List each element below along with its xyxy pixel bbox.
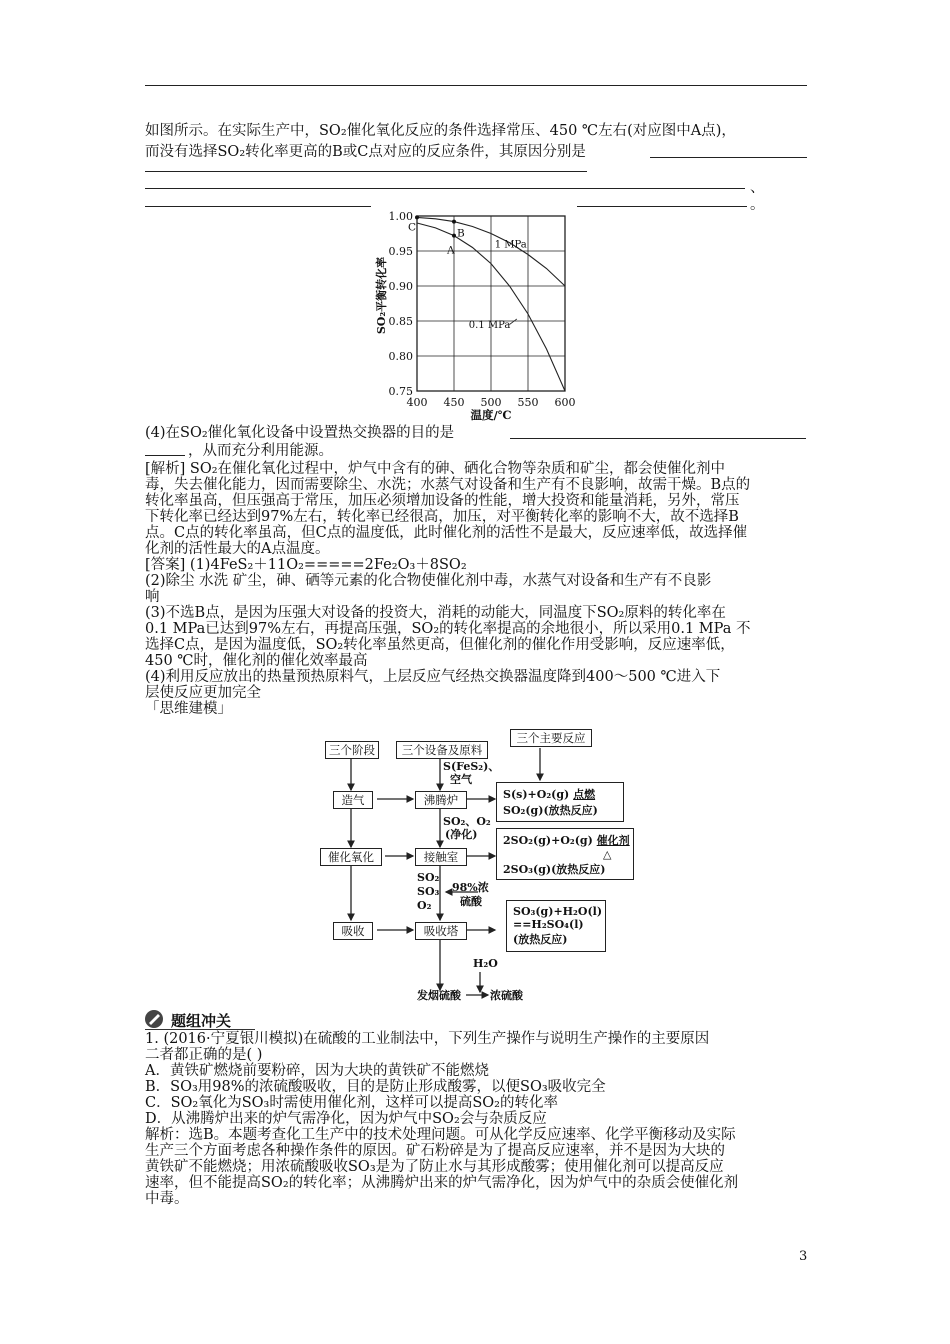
stage-box-catalytic-oxidation: 催化氧化: [320, 848, 382, 866]
device-box-contact-chamber: 接触室: [415, 848, 467, 866]
reaction-2-right: 2SO₃(g)(放热反应): [503, 862, 606, 876]
acid-label: 98%浓: [452, 881, 489, 894]
option-c: C．SO₂氧化为SO₃时需使用催化剂，这样可以提高SO₂的转化率: [145, 1095, 558, 1111]
y-tick-label: 0.90: [388, 280, 413, 293]
acid-label: 硫酸: [460, 895, 482, 908]
reaction-2-condition: 催化剂: [596, 833, 630, 847]
pencil-icon: [145, 1009, 167, 1029]
analysis-line: 点。C点的转化率虽高，但C点的温度低，此时催化剂的活性不是最大，反应速率低，故选择催: [145, 525, 748, 541]
question-4: (4)在SO₂催化氧化设备中设置热交换器的目的是: [145, 425, 455, 441]
question-4-tail: ，从而充分利用能源。: [188, 443, 333, 459]
x-tick-label: 500: [480, 396, 502, 409]
process-flow-diagram: [300, 720, 640, 1010]
answer-blank[interactable]: [577, 206, 747, 207]
reaction-3-line-1: SO₃(g)+H₂O(l): [513, 905, 603, 918]
analysis-line: 化剂的活性最大的A点温度。: [145, 541, 330, 557]
solution-line: 黄铁矿不能燃烧；用浓硫酸吸收SO₃是为了防止水与其形成酸雾；使用催化剂可以提高反应: [145, 1159, 724, 1175]
feed-label: S(FeS₂)、: [443, 760, 500, 773]
x-tick-label: 450: [443, 396, 465, 409]
page-number: 3: [799, 1249, 808, 1264]
solution-line: 生产三个方面考虑各种操作条件的原因。矿石粉碎是为了提高反应速率，并不是因为大块的: [145, 1143, 725, 1159]
question-1-line: 1. (2016·宁夏银川模拟)在硫酸的工业制法中，下列生产操作与说明生产操作的主要原因: [145, 1031, 710, 1047]
intro-line-1: 如图所示。在实际生产中，SO₂催化氧化反应的条件选择常压、450 ℃左右(对应图中A点)，: [145, 123, 736, 139]
data-point: [415, 215, 419, 219]
answer-line: 层使反应更加完全: [145, 685, 261, 701]
solution-line: 解析：选B。本题考查化工生产中的技术处理问题。可从化学反应速率、化学平衡移动及实际: [145, 1127, 736, 1143]
y-tick-label: 0.95: [388, 245, 413, 258]
water-label: H₂O: [473, 957, 498, 970]
point-label: B: [457, 227, 465, 240]
series-label-1mpa: 1 MPa: [494, 239, 527, 251]
blank-separator: 、: [750, 180, 765, 196]
stage-box-gas-making: 造气: [333, 791, 373, 809]
analysis-line: 下转化率已经达到97%左右，转化率已经很高，加压，对平衡转化率的影响不大，故不选择B: [145, 509, 739, 525]
reaction-1-right: SO₂(g)(放热反应): [503, 804, 598, 817]
reaction-1-left: S(s)+O₂(g) 点燃: [503, 788, 596, 801]
data-point: [452, 220, 456, 224]
group-title: 题组冲关: [171, 1012, 232, 1030]
reaction-box-1: [496, 782, 624, 822]
answer-blank[interactable]: [510, 438, 806, 439]
reaction-box-3: [506, 900, 606, 952]
data-point: [452, 234, 456, 238]
device-box-boiling-furnace: 沸腾炉: [415, 791, 467, 809]
question-1-block: [145, 1031, 738, 1207]
analysis-line: 转化率虽高，但压强高于常压，加压必须增加设备的性能，增大投资和能量消耗，另外，常压: [145, 493, 740, 509]
option-a: A．黄铁矿燃烧前要粉碎，因为大块的黄铁矿不能燃烧: [145, 1063, 489, 1079]
x-tick-label: 550: [517, 396, 539, 409]
concentrated-acid-label: 浓硫酸: [490, 989, 523, 1002]
answer-blank[interactable]: [145, 171, 587, 172]
option-d: D．从沸腾炉出来的炉气需净化，因为炉气中SO₂会与杂质反应: [145, 1111, 547, 1127]
answer-line: (2)除尘 水洗 矿尘，砷、硒等元素的化合物使催化剂中毒，水蒸气对设备和生产有不良影: [145, 573, 712, 589]
conversion-chart: [365, 206, 590, 426]
oleum-label: 发烟硫酸: [417, 989, 461, 1002]
answer-line: 450 ℃时，催化剂的催化效率最高: [145, 653, 368, 669]
answer-blank[interactable]: [145, 206, 371, 207]
header-rule: [145, 85, 807, 86]
blank-period: 。: [750, 197, 765, 213]
feed-label: 空气: [450, 773, 472, 786]
answer-blank[interactable]: [145, 455, 185, 456]
feed-label: (净化): [445, 828, 478, 841]
x-tick-label: 400: [406, 396, 428, 409]
answer-line: 0.1 MPa已达到97%左右，再提高压强，SO₂的转化率提高的余地很小，所以采用0.1 MPa 不: [145, 621, 751, 637]
model-title: 「思维建模」: [145, 701, 232, 717]
answer-line: 响: [145, 589, 160, 605]
answer-line: 选择C点，是因为温度低，SO₂转化率虽然更高，但催化剂的催化作用受影响，反应速率低，: [145, 637, 735, 653]
reaction-box-2: [496, 828, 634, 880]
reaction-2-left: 2SO₂(g)+O₂(g) 催化剂: [503, 833, 630, 847]
reaction-2-heat: △: [603, 847, 612, 861]
group-heading: [145, 1009, 807, 1031]
reaction-3-line-3: (放热反应): [513, 933, 568, 946]
point-label: C: [408, 221, 417, 234]
stage-box-absorption: 吸收: [333, 922, 373, 940]
feed-label: O₂: [417, 899, 432, 912]
x-axis-label: 温度/℃: [470, 408, 512, 422]
option-b: B．SO₃用98%的浓硫酸吸收，目的是防止形成酸雾，以便SO₃吸收完全: [145, 1079, 606, 1095]
feed-label: SO₂: [417, 871, 440, 884]
stages-header-box: 三个阶段: [325, 741, 379, 759]
analysis-line: [解析] SO₂在催化氧化过程中，炉气中含有的砷、硒化合物等杂质和矿尘，都会使催化剂中: [145, 461, 726, 477]
y-tick-label: 1.00: [388, 210, 413, 223]
question-1-line: 二者都正确的是( ): [145, 1047, 263, 1063]
answer-line: [答案] (1)4FeS₂＋11O₂=====2Fe₂O₃＋8SO₂: [145, 557, 467, 573]
y-tick-label: 0.75: [388, 385, 413, 398]
analysis-block: [145, 461, 750, 557]
answer-block: [145, 557, 751, 701]
series-leader: [510, 319, 517, 325]
series-label-01mpa: 0.1 MPa: [468, 320, 511, 331]
y-axis-label: SO₂平衡转化率: [375, 256, 388, 335]
feed-label: SO₂、O₂: [443, 815, 491, 828]
answer-blank[interactable]: [650, 157, 807, 158]
analysis-line: 毒，失去催化能力，因而需要除尘、水洗；水蒸气对设备和生产有不良影响，故需干燥。B点的: [145, 477, 751, 493]
y-tick-label: 0.85: [388, 315, 413, 328]
solution-line: 速率，但不能提高SO₂的转化率；从沸腾炉出来的炉气需净化，因为炉气中的杂质会使催化剂: [145, 1175, 739, 1191]
answer-line: (4)利用反应放出的热量预热原料气，上层反应气经热交换器温度降到400～500 ℃进入下: [145, 669, 721, 685]
intro-line-2: 而没有选择SO₂转化率更高的B或C点对应的反应条件，其原因分别是: [145, 144, 586, 160]
x-tick-label: 600: [554, 396, 576, 409]
solution-line: 中毒。: [145, 1191, 189, 1207]
group-underline: [145, 1029, 255, 1030]
y-tick-label: 0.80: [388, 350, 413, 363]
device-box-absorption-tower: 吸收塔: [415, 922, 467, 940]
answer-blank[interactable]: [145, 188, 745, 189]
devices-header-box: 三个设备及原料: [396, 741, 488, 759]
feed-label: SO₃: [417, 885, 440, 898]
reaction-3-line-2: ==H₂SO₄(l): [513, 918, 584, 931]
reaction-1-condition: 点燃: [573, 788, 596, 801]
point-label: A: [447, 244, 455, 257]
answer-line: (3)不选B点，是因为压强大对设备的投资大，消耗的动能大，同温度下SO₂原料的转化率在: [145, 605, 726, 621]
reactions-header-box: 三个主要反应: [510, 729, 592, 747]
